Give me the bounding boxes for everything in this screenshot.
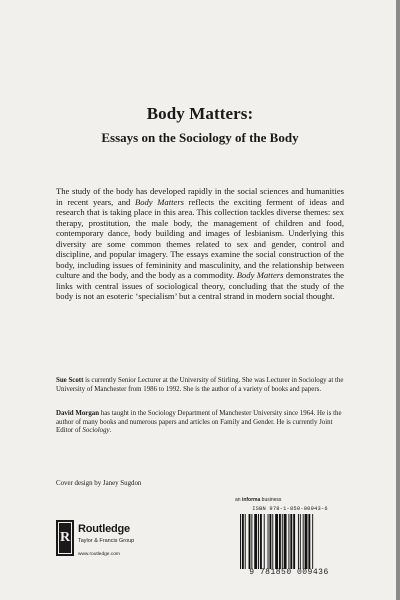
barcode-image: [238, 514, 342, 569]
page-edge: [396, 0, 400, 600]
blurb-book-title-2: Body Matters: [236, 270, 284, 280]
barcode-digits: 9 781850 009436: [249, 568, 329, 577]
author-name-scott: Sue Scott: [56, 377, 84, 384]
author-bio-text-morgan-1: has taught in the Sociology Department of Manchester University since 1964. He is the author of many books and numerous papers and articles on Family and Gender. He is currently Joint Editor of: [56, 410, 342, 435]
blurb-text-3: demonstrates the links with central issues of sociological theory, concluding that the study of the body is not an esoteric ‘specialism’ but a central strand in modern social thought.: [56, 270, 344, 301]
informa-prefix: an: [235, 497, 242, 503]
author-bio-morgan: [56, 410, 344, 436]
author-name-morgan: David Morgan: [56, 410, 100, 417]
blurb-paragraph: [56, 186, 344, 302]
author-bio-text-scott: is currently Senior Lecturer at the University of Stirling. She was Lecturer in Sociology at the University of Manchester from 1986 to 1992. She is the author of a variety of books and papers.: [56, 377, 344, 393]
journal-title: Sociology: [82, 427, 110, 435]
author-bio-scott: [56, 377, 344, 394]
routledge-logo-icon: [56, 520, 74, 556]
publisher-group: Taylor & Francis Group: [78, 538, 135, 544]
cover-design-credit: Cover design by Janey Sugdon: [56, 480, 142, 487]
blurb-text-2: reflects the exciting ferment of ideas and research that is taking place in this area. This collection tackles diverse themes: sex therapy, prostitution, the male body, the management of children and food, contemporary dance, body building and images of lesbianism. Underlying this diversity are some common themes related to sex and gender, control and discipline, and popular imagery. The essays examine the social construction of the body, including issues of femininity and masculinity, and the relationship between culture and the body, and the body as a commodity.: [56, 196, 344, 280]
book-subtitle: Essays on the Sociology of the Body: [101, 130, 299, 145]
informa-brand: informa: [241, 497, 261, 503]
publisher-name: Routledge: [78, 523, 130, 535]
blurb-text-1: The study of the body has developed rapidly in the social sciences and humanities in recent years, and: [56, 186, 344, 207]
author-bio-text-morgan-2: .: [109, 427, 112, 435]
logo-letter: R: [59, 530, 71, 545]
publisher-logo: [56, 520, 186, 560]
isbn-label: ISBN 978-1-850-00943-6: [252, 506, 328, 512]
informa-suffix: business: [260, 497, 282, 503]
informa-business-tag: [235, 497, 281, 503]
publisher-url: www.routledge.com: [78, 552, 120, 557]
blurb-book-title-1: Body Matters: [134, 196, 185, 207]
book-title: Body Matters:: [146, 104, 254, 123]
